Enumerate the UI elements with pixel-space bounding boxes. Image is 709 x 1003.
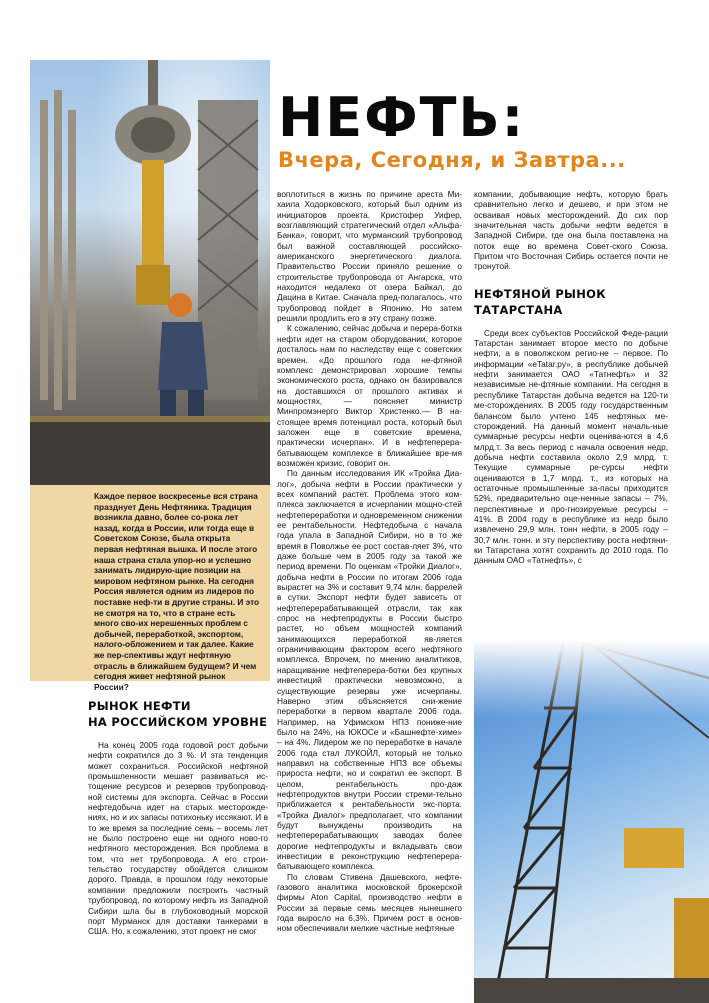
section-heading-russian-market xyxy=(88,698,268,730)
paragraph: воплотиться в жизнь по причине ареста Ми-хаила Ходорковского, который был одним из инициаторов проекта. Кристофер Уифер, возглавляющий стратегический отдел «Альфа-Банка», говорит, что мурманский трубопровод был важной составляющей российско-американского энергетического диалога. Правительство России приняло решение о строительстве трубопровода от Ангарска, что находится недалеко от озера Байкал, до Дацина в Китае. Сначала пред-полагалось, что трубопровод пойдет в Японию. Но затем решили продлить его в эту страну позже. xyxy=(277,189,462,324)
paragraph: компании, добывающие нефть, которую брать сравнительно легко и дешево, и при этом не осваивая новых месторождений. До сих пор значительная часть добычи нефти ведется в Западной Сибири, где она была поставлена на поток еще во времена Совет-ского Союза. Притом что Восточная Сибирь остается почти не тронутой. xyxy=(474,189,668,272)
middle-column xyxy=(277,189,462,934)
paragraph: На конец 2005 года годовой рост добычи нефти сократился до 3 %. И эта тенденция может сохраниться. Российской нефтяной промышленности мешает развиваться ис-тощение ресурсов и резервов трубопровод-ной системы для экспорта. Сейчас в России нефтедобыча идет на старых месторожде-ниях, но и их запасы потихоньку иссякают. И в то же время за последние семь – восемь лет не было построено еще ни одного ново-го нефтяного месторождения. Вся проблема в том, что нет трубопровода. А его строи-тельство государству обойдется слишком дорого. Правда, в прошлом году некоторые компании предложили построить частный трубопровод, по которому нефть из Западной Сибири шла бы в глубоководный морской порт Мурманск для доставки танкерами в США. Но, к сожалению, этот проект не смог xyxy=(88,740,268,937)
article-title: НЕФТЬ: xyxy=(278,86,526,149)
paragraph: По словам Стивена Дашевского, нефте-газового аналитика московской брокерской фирмы Aton Capital, производство нефти в России за первые семь месяцев нынешнего года выросло на 6,3%. Причем рост в основ-ном обеспечивали мелкие частные нефтяные xyxy=(277,871,462,934)
left-column xyxy=(88,692,268,937)
heading-line: НА РОССИЙСКОМ УРОВНЕ xyxy=(88,715,268,729)
heading-line: РЫНОК НЕФТИ xyxy=(88,699,191,713)
intro-caption: Каждое первое воскресенье вся страна празднует День Нефтяника. Традиция возникла давно, более со-рока лет назад, когда в России, или тогда еще в Советском Союзе, была открыта первая нефтяная вышка. И после этого наша страна стала упор-но и успешно занимать лидирую-щие позиции на мировом нефтяном рынке. На сегодня Россия является одним из лидеров по поставке неф-ти в другие страны. И это не смотря на то, что в стране есть много сво-их нерешенных проблем с добычей, переработкой, экспортом, налого-обложением и так далее. Какие же пер-спективы ждут нефтяную отрасль в ближайшем будущем? И чем сегодня живет нефтяной рынок России? xyxy=(94,491,260,692)
derrick-illustration xyxy=(474,598,709,1003)
heading-line: НЕФТЯНОЙ РЫНОК xyxy=(474,286,606,301)
heading-line: ТАТАРСТАНА xyxy=(474,302,563,317)
paragraph: По данным исследования ИК «Тройка Диа-лог», добыча нефти в России практически у всех компаний растет. Проблема этого ком-плекса заключается в исчерпании мощно-стей нефтепереработки и одновременном снижении ее рентабельности. Нефтедобыча с начала года упала в Западной Сибири, но в то же время в Поволжье ее рост состав-ляет 3%, что даже больше чем в 2005 году за такой же период времени. По оценкам «Тройки Диалог», добыча нефти в России по итогам 2006 года вырастет на 3% и составит 9,74 млн. баррелей в сутки. Экспорт нефти будет зависеть от нефтеперерабатывающей отрасли, так как спрос на нефтепродукты в России быстро растет, но объем мощностей компаний занимающихся переработкой яв-ляется ограничивающим фактором всего нефтяного комплекса. Впрочем, по мнению аналитиков, наращивание нефтеперера-ботки без крупных инвестиций практически невозможно, а существующие резервы уже исчерпаны. Наверно этим объясняется сни-жение переработки в первом квартале 2006 года. Например, на Уфимском НПЗ пониже-ние было на 24%, на ЮКОСе и «Башнефте-химе» – на 4%. Лидером же по переработке в начале 2006 года стал ЛУКОЙЛ, который не только направил на собственные НПЗ все объемы прироста нефти, но и сократил ее экспорт. В целом, рентабельность про-даж нефтепродуктов внутри России стреми-тельно приближается к рентабельности экс-порта. «Тройка Диалог» предполагает, что компании будут вынуждены производить на нефтеперерабатывающих заводах более дорогие нефтепродукты и вкладывать свои инвестиции в реконструкцию нефтеперера-батывающего комплекса. xyxy=(277,468,462,872)
oil-worker-photo xyxy=(30,60,270,485)
article-subtitle: Вчера, Сегодня, и Завтра... xyxy=(278,148,626,172)
drilling-rig-illustration xyxy=(30,60,270,485)
section-heading-tatarstan-market xyxy=(474,286,668,318)
intro-caption-box xyxy=(30,485,270,692)
article-header xyxy=(278,86,698,172)
paragraph: К сожалению, сейчас добыча и перера-ботка нефти идет на старом оборудовании, которое досталось нам по наследству еще с советских времен. «До прошлого года не-фтяной комплекс демонстрировал хорошие темпы экономического роста, однако он базировался на доставшихся от прошлого активах и мощностях, — поясняет министр Минпромэнерго Виктор Христенко.— В на-стоящее время потенциал роста, который был заложен еще в советские времена, практически исчерпан». И в нефтеперера-батывающем комплексе в ближайшее вре-мя возможен кризис, говорит он. xyxy=(277,323,462,468)
oil-derrick-photo xyxy=(474,598,709,1003)
right-column xyxy=(474,189,668,566)
paragraph: Среди всех субъектов Российской Феде-рации Татарстан занимает второе место по добыче нефти, а в поволжском регио-не – первое. По информации «eTatar.ру», в республике добычей нефти занимается ОАО «Татнефть» и 32 независимые не-фтяные компании. На сегодня в республике Татарстан добыча ведется на 120-ти ме-сторождениях. В 2005 году государственным балансом было учтено 145 нефтяных ме-сторождений. На данный момент началь-ные суммарные ресурсы нефти оценива-ются в 4,6 млрд.т. За весь период с начала освоения недр, добыча нефти составила около 2,9 млрд. т. Текущие суммарные ре-сурсы нефти оцениваются в 1,7 млрд. т., из которых на остаточные промышленные за-пасы приходится 52%, предварительно оце-ненные запасы – 7%, перспективные и про-гнозируемые ресурсы – 41%. В 2004 году в республике из недр было извлечено 29,9 млн. тонн нефти, в 2005 году – 30,7 млн. тонн. и эту перспективу роста нефтяни-ки Татарстана хотят сохранить до 2010 года. По данным ОАО «Татнефть», с xyxy=(474,327,668,566)
